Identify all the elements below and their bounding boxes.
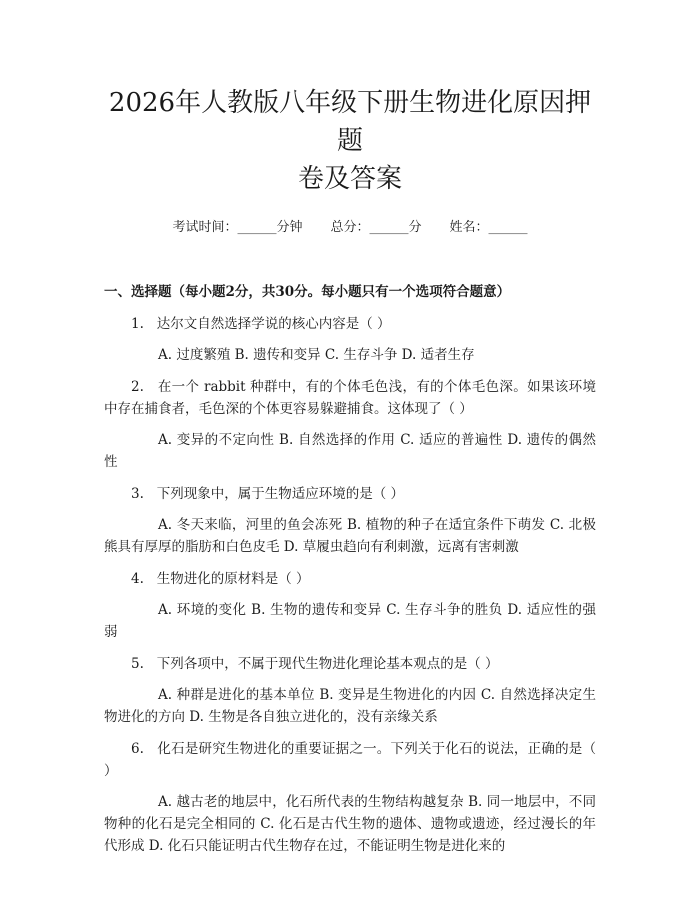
exam-info-row (104, 218, 596, 238)
question-2 (104, 376, 596, 420)
question-number: 1. (131, 316, 144, 332)
question-stem: 下列现象中，属于生物适应环境的是（ ） (156, 486, 405, 502)
document-title (104, 0, 596, 198)
section-heading-choice: 一、选择题（每小题2分，共30分。每小题只有一个选项符合题意） (104, 284, 511, 300)
title-line-1: 2026年人教版八年级下册生物进化原因押题 (108, 88, 592, 156)
total-score-field: 总分：______分 (330, 220, 422, 235)
question-3-options: A. 冬天来临，河里的鱼会冻死 B. 植物的种子在适宜条件下萌发 C. 北极熊具有厚厚的脂肪和白色皮毛 D. 草履虫趋向有利刺激，远离有害刺激 (104, 517, 596, 555)
question-1 (104, 313, 596, 335)
question-1-options: A. 过度繁殖 B. 遗传和变异 C. 生存斗争 D. 适者生存 (158, 347, 475, 363)
question-stem: 下列各项中，不属于现代生物进化理论基本观点的是（ ） (156, 656, 499, 672)
question-number: 6. (131, 741, 144, 757)
question-6 (104, 738, 596, 782)
title-line-2: 卷及答案 (297, 164, 402, 194)
question-stem: 化石是研究生物进化的重要证据之一。下列关于化石的说法，正确的是（ ） (104, 741, 597, 779)
question-list (104, 313, 596, 857)
exam-time-field: 考试时间：______分钟 (172, 220, 303, 235)
question-number: 5. (131, 656, 144, 672)
question-stem: 在一个 rabbit 种群中，有的个体毛色浅，有的个体毛色深。如果该环境中存在捕食者，毛色深的个体更容易躲避捕食。这体现了（ ） (104, 379, 596, 417)
question-number: 2. (131, 379, 144, 395)
question-3 (104, 483, 596, 505)
question-stem: 达尔文自然选择学说的核心内容是（ ） (156, 316, 391, 332)
student-name-field: 姓名：______ (449, 220, 528, 235)
question-5 (104, 653, 596, 675)
question-number: 3. (131, 486, 144, 502)
question-6-options: A. 越古老的地层中，化石所代表的生物结构越复杂 B. 同一地层中，不同物种的化石是完全相同的 C. 化石是古代生物的遗体、遗物或遗迹，经过漫长的年代形成 D. 化石只能证明古代生物存在过，不能证明生物是进化来的 (104, 794, 596, 854)
question-5-options: A. 种群是进化的基本单位 B. 变异是生物进化的内因 C. 自然选择决定生物进化的方向 D. 生物是各自独立进化的，没有亲缘关系 (104, 687, 596, 725)
question-2-options: A. 变异的不定向性 B. 自然选择的作用 C. 适应的普遍性 D. 遗传的偶然性 (104, 432, 596, 470)
question-4-options: A. 环境的变化 B. 生物的遗传和变异 C. 生存斗争的胜负 D. 适应性的强弱 (104, 602, 596, 640)
question-4 (104, 568, 596, 590)
question-stem: 生物进化的原材料是（ ） (156, 571, 310, 587)
question-number: 4. (131, 571, 144, 587)
